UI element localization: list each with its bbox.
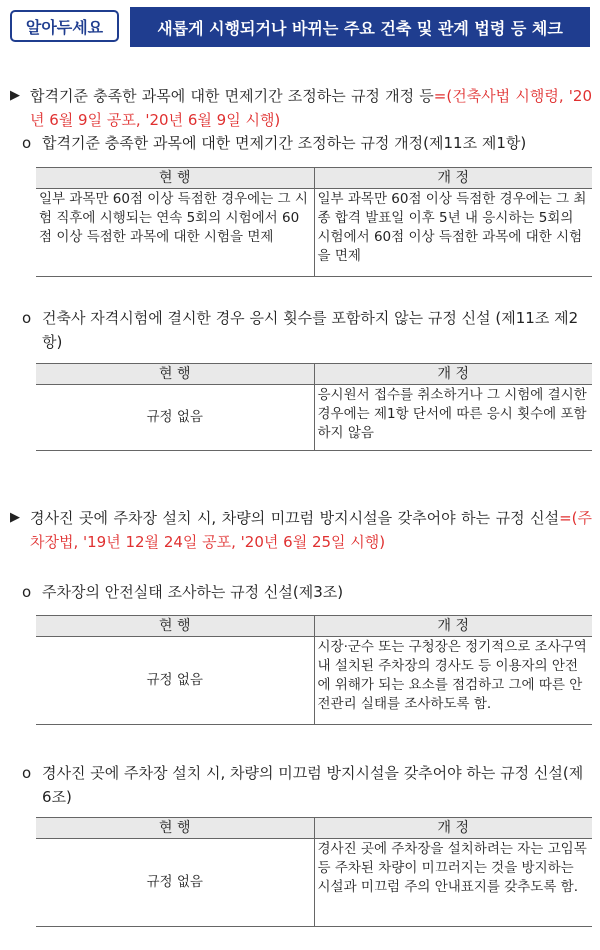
item-title-slip-prevention: o 경사진 곳에 주차장 설치 시, 차량의 미끄럼 방지시설을 갖추어야 하는 규정 신설(제6조)	[22, 761, 592, 809]
comparison-table	[36, 167, 592, 277]
current-text: 일부 과목만 60점 이상 득점한 경우에는 그 시험 직후에 시행되는 연속 5회의 시험에서 60점 이상 득점한 과목에 대한 시험을 면제	[36, 189, 314, 277]
current-text: 규정 없음	[36, 385, 314, 451]
arrow-right-icon: ▶	[10, 88, 20, 103]
item-title-exemption-period: o 합격기준 충족한 과목에 대한 면제기간 조정하는 규정 개정(제11조 제1항)	[22, 131, 592, 155]
column-header-current: 현 행	[36, 364, 314, 385]
column-header-current: 현 행	[36, 168, 314, 189]
comparison-table	[36, 817, 592, 927]
section-heading-source: =(주차장법, '19년 12월 24일 공포, '20년 6월 25일 시행)	[30, 509, 592, 551]
item-title-absence-count: o 건축사 자격시험에 결시한 경우 응시 횟수를 포함하지 않는 규정 신설 (제11조 제2항)	[22, 306, 592, 354]
column-header-revised: 개 정	[314, 364, 592, 385]
column-header-revised: 개 정	[314, 616, 592, 637]
column-header-revised: 개 정	[314, 818, 592, 839]
revised-text: 응시원서 접수를 취소하거나 그 시험에 결시한 경우에는 제1항 단서에 따른 응시 횟수에 포함하지 않음	[314, 385, 592, 451]
arrow-right-icon: ▶	[10, 510, 20, 525]
section-heading-text: 경사진 곳에 주차장 설치 시, 차량의 미끄럼 방지시설을 갖추어야 하는 규정 신설	[30, 509, 560, 527]
revised-text: 경사진 곳에 주차장을 설치하려는 자는 고임목 등 주차된 차량이 미끄러지는 것을 방지하는 시설과 미끄럼 주의 안내표지를 갖추도록 함.	[314, 839, 592, 927]
item-title-safety-survey: o 주차장의 안전실태 조사하는 규정 신설(제3조)	[22, 580, 592, 604]
bullet-circle-icon: o	[22, 134, 32, 152]
bullet-circle-icon: o	[22, 309, 32, 327]
bullet-circle-icon: o	[22, 764, 32, 782]
notice-badge: 알아두세요	[10, 10, 119, 42]
section-heading-text: 합격기준 충족한 과목에 대한 면제기간 조정하는 규정 개정 등	[30, 87, 434, 105]
bullet-circle-icon: o	[22, 583, 32, 601]
revised-text: 일부 과목만 60점 이상 득점한 경우에는 그 최종 합격 발표일 이후 5년 내 응시하는 5회의 시험에서 60점 이상 득점한 과목에 대한 시험을 면제	[314, 189, 592, 277]
page-title: 새롭게 시행되거나 바뀌는 주요 건축 및 관계 법령 등 체크	[130, 7, 590, 47]
comparison-table	[36, 363, 592, 451]
section-heading-source: =(건축사법 시행령, '20년 6월 9일 공포, '20년 6월 9일 시행)	[30, 87, 592, 129]
current-text: 규정 없음	[36, 637, 314, 725]
comparison-table	[36, 615, 592, 725]
current-text: 규정 없음	[36, 839, 314, 927]
section-heading-parking-act	[10, 506, 592, 554]
column-header-current: 현 행	[36, 616, 314, 637]
column-header-revised: 개 정	[314, 168, 592, 189]
revised-text: 시장·군수 또는 구청장은 정기적으로 조사구역 내 설치된 주차장의 경사도 등 이용자의 안전에 위해가 되는 요소를 점검하고 그에 따른 안전관리 실태를 조사하도록 함.	[314, 637, 592, 725]
section-heading-building-act	[10, 84, 592, 132]
column-header-current: 현 행	[36, 818, 314, 839]
page-header	[10, 7, 590, 51]
